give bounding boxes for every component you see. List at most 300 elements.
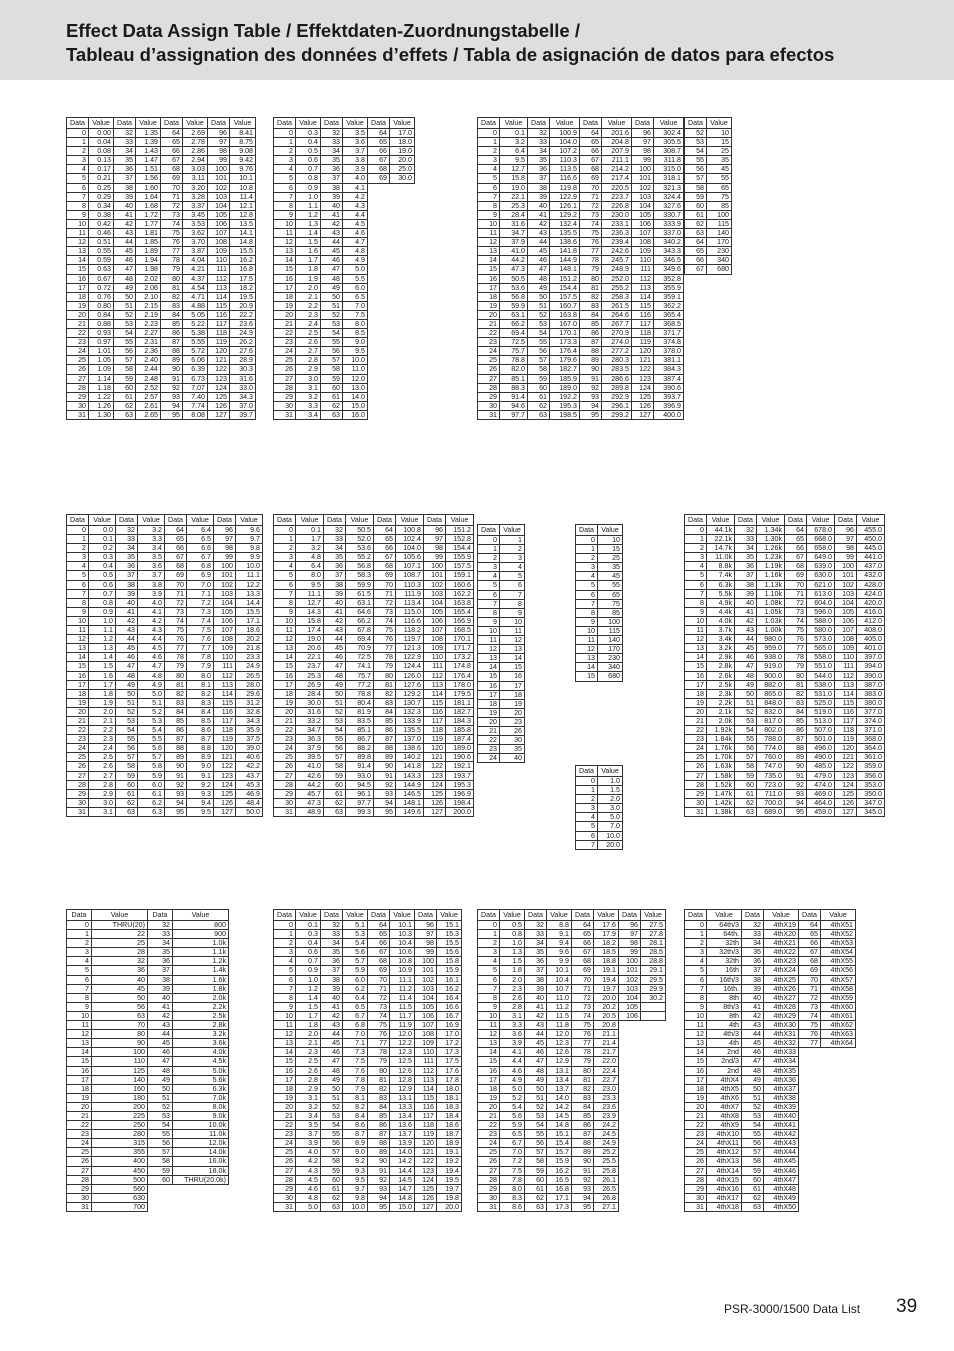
value-cell: 6.4 xyxy=(296,562,324,571)
data-cell: 36 xyxy=(742,957,764,966)
data-cell: 39 xyxy=(321,192,343,201)
value-cell: 195.3 xyxy=(550,401,580,410)
table-row xyxy=(67,753,263,762)
data-cell: 69 xyxy=(165,571,187,580)
data-cell: 8 xyxy=(274,598,296,607)
data-cell: 31 xyxy=(274,410,296,419)
data-cell: 6 xyxy=(67,580,89,589)
data-cell: 125 xyxy=(415,1184,437,1193)
data-cell: 42 xyxy=(742,1011,764,1020)
data-cell: 34 xyxy=(321,147,343,156)
value-cell: 179.5 xyxy=(446,689,474,698)
data-cell: 72 xyxy=(368,993,390,1002)
value-cell: 21.7 xyxy=(594,1048,619,1057)
value-cell: 4thX46 xyxy=(764,1166,799,1175)
value-cell: 25.0 xyxy=(390,165,415,174)
table-row xyxy=(685,653,885,662)
data-cell: 126 xyxy=(208,401,230,410)
column-header: Data xyxy=(478,525,500,536)
column-header: Value xyxy=(138,515,165,526)
data-cell: 61 xyxy=(324,789,346,798)
value-cell: 0.21 xyxy=(89,174,114,183)
table-row xyxy=(576,554,623,563)
data-cell: 108 xyxy=(424,635,446,644)
table-row xyxy=(67,1166,229,1175)
value-cell: 15.3 xyxy=(437,930,462,939)
data-cell: 92 xyxy=(165,780,187,789)
data-cell: 45 xyxy=(528,247,550,256)
value-cell: 176.4 xyxy=(550,347,580,356)
value-cell: 16th xyxy=(707,966,742,975)
value-cell xyxy=(390,192,415,201)
column-header: Value xyxy=(707,910,742,921)
value-cell: 182.7 xyxy=(550,365,580,374)
data-cell: 8 xyxy=(478,993,500,1002)
value-cell: 11.4 xyxy=(230,192,256,201)
data-cell: 30 xyxy=(274,401,296,410)
data-cell: 86 xyxy=(165,726,187,735)
value-cell: 0.4 xyxy=(89,562,116,571)
data-cell: 26 xyxy=(67,762,89,771)
data-cell: 27 xyxy=(685,1166,707,1175)
table-row xyxy=(478,283,684,292)
data-cell: 75 xyxy=(799,1021,821,1030)
value-cell: 4.04 xyxy=(183,256,208,265)
data-cell: 65 xyxy=(374,535,396,544)
data-cell: 75 xyxy=(785,626,807,635)
data-cell: 95 xyxy=(165,807,187,816)
value-cell: 65 xyxy=(598,590,623,599)
value-cell: 0.1 xyxy=(296,526,324,535)
data-cell: 43 xyxy=(742,1021,764,1030)
data-cell: 65 xyxy=(685,247,707,256)
data-cell: 34 xyxy=(735,544,757,553)
value-cell: 13.1 xyxy=(390,1093,415,1102)
value-cell: 919.0 xyxy=(757,662,785,671)
data-cell: 17 xyxy=(478,283,500,292)
data-cell: 9 xyxy=(274,210,296,219)
value-cell: 274.0 xyxy=(602,338,632,347)
table-row xyxy=(685,616,885,625)
data-cell: 61 xyxy=(742,1184,764,1193)
value-cell: 680 xyxy=(707,265,732,274)
table-row xyxy=(274,966,462,975)
value-cell: 8.8 xyxy=(187,744,214,753)
data-cell: 46 xyxy=(735,653,757,662)
value-cell: 42.2 xyxy=(236,762,263,771)
value-cell: 3.1 xyxy=(296,383,321,392)
data-cell: 1 xyxy=(274,930,296,939)
data-cell: 10 xyxy=(478,219,500,228)
data-cell: 55 xyxy=(321,338,343,347)
value-cell: 1.35 xyxy=(136,129,161,138)
data-cell: 9 xyxy=(67,1002,92,1011)
value-cell: 4.3 xyxy=(343,201,368,210)
value-cell: 2nd xyxy=(707,1066,742,1075)
data-cell: 11 xyxy=(478,229,500,238)
data-cell: 88 xyxy=(580,347,602,356)
value-cell: 59.9 xyxy=(346,580,374,589)
value-cell: 3.2 xyxy=(500,138,528,147)
value-cell xyxy=(641,1148,666,1157)
table-row xyxy=(685,807,885,816)
data-cell: 23 xyxy=(685,1130,707,1139)
value-cell: 4thX43 xyxy=(764,1139,799,1148)
table-row xyxy=(274,410,415,419)
value-cell: 30.3 xyxy=(230,365,256,374)
data-cell: 21 xyxy=(685,1111,707,1120)
value-cell: 2.8 xyxy=(296,356,321,365)
value-cell: 16.5 xyxy=(547,1175,572,1184)
data-cell: 31 xyxy=(685,807,707,816)
data-cell: 12 xyxy=(274,238,296,247)
data-cell: 91 xyxy=(785,771,807,780)
value-cell: 100 xyxy=(92,1048,148,1057)
data-cell: 35 xyxy=(735,553,757,562)
data-cell: 40 xyxy=(525,993,547,1002)
table-row xyxy=(685,598,885,607)
data-cell: 10 xyxy=(274,616,296,625)
value-cell: 31.2 xyxy=(236,698,263,707)
data-cell: 124 xyxy=(632,383,654,392)
value-cell: 45 xyxy=(92,984,148,993)
data-cell: 61 xyxy=(321,1184,343,1193)
table-row xyxy=(685,192,732,201)
data-cell: 114 xyxy=(424,689,446,698)
value-cell: 5.0 xyxy=(500,1084,525,1093)
value-cell: 132.4 xyxy=(550,219,580,228)
value-cell: 122.9 xyxy=(396,653,424,662)
data-cell: 112 xyxy=(214,671,236,680)
data-cell xyxy=(619,1048,641,1057)
value-cell: 27.1 xyxy=(594,1202,619,1211)
data-cell: 82 xyxy=(161,292,183,301)
value-cell: 0.88 xyxy=(89,319,114,328)
table-row xyxy=(685,930,856,939)
data-cell: 127 xyxy=(835,807,857,816)
data-cell: 53 xyxy=(148,1111,173,1120)
value-cell: 15.1 xyxy=(547,1130,572,1139)
data-cell: 108 xyxy=(415,1030,437,1039)
value-cell: 7.9 xyxy=(343,1084,368,1093)
value-cell: 4thX52 xyxy=(821,930,856,939)
data-cell: 10 xyxy=(685,616,707,625)
value-cell: 141.8 xyxy=(550,247,580,256)
value-cell: 32 xyxy=(92,957,148,966)
data-cell: 10 xyxy=(274,219,296,228)
value-cell: 25.3 xyxy=(296,671,324,680)
value-cell: 311.8 xyxy=(654,156,684,165)
data-cell: 107 xyxy=(415,1021,437,1030)
data-cell: 32 xyxy=(321,921,343,930)
value-cell: 5.7 xyxy=(138,753,165,762)
data-cell: 99 xyxy=(632,156,654,165)
table-row xyxy=(685,256,732,265)
data-cell: 65 xyxy=(368,930,390,939)
value-cell: 16.1 xyxy=(437,975,462,984)
data-cell: 116 xyxy=(214,707,236,716)
data-cell: 59 xyxy=(685,192,707,201)
table-row xyxy=(274,644,474,653)
data-cell: 124 xyxy=(208,383,230,392)
value-cell: 0.6 xyxy=(89,580,116,589)
value-cell: 165.4 xyxy=(446,607,474,616)
value-cell: 4.2 xyxy=(296,1157,321,1166)
data-cell: 12 xyxy=(478,645,500,654)
value-cell: 1.39 xyxy=(136,138,161,147)
data-cell: 70 xyxy=(799,975,821,984)
data-cell: 101 xyxy=(214,571,236,580)
data-cell: 38 xyxy=(321,183,343,192)
data-cell: 37 xyxy=(525,966,547,975)
value-cell: 3.9 xyxy=(138,589,165,598)
value-cell: 9.1 xyxy=(547,930,572,939)
value-cell: 848.0 xyxy=(757,698,785,707)
value-cell: 17.0 xyxy=(437,1030,462,1039)
value-cell: 230 xyxy=(598,654,623,663)
value-cell: 37.5 xyxy=(236,735,263,744)
value-cell: 24.5 xyxy=(594,1130,619,1139)
value-cell: 115 xyxy=(598,626,623,635)
value-cell: 91.4 xyxy=(500,392,528,401)
value-cell: 0.72 xyxy=(89,283,114,292)
value-cell xyxy=(390,319,415,328)
table-row xyxy=(67,401,256,410)
data-cell: 3 xyxy=(576,804,598,813)
value-cell: 2.44 xyxy=(136,365,161,374)
table-row xyxy=(274,921,462,930)
data-cell: 22 xyxy=(478,1121,500,1130)
table-row xyxy=(685,535,885,544)
value-cell: 21.4 xyxy=(594,1039,619,1048)
value-cell xyxy=(821,1084,856,1093)
data-cell: 43 xyxy=(321,1021,343,1030)
value-cell xyxy=(821,1157,856,1166)
table-row xyxy=(67,1193,229,1202)
data-cell: 11 xyxy=(685,1021,707,1030)
data-cell: 37 xyxy=(114,174,136,183)
data-cell: 14 xyxy=(576,663,598,672)
data-cell: 103 xyxy=(835,589,857,598)
data-cell: 20 xyxy=(685,707,707,716)
value-cell: 7.0 xyxy=(343,1030,368,1039)
data-cell: 15 xyxy=(67,662,89,671)
data-cell: 60 xyxy=(321,1175,343,1184)
data-cell: 26 xyxy=(274,762,296,771)
value-cell: 31.6 xyxy=(500,219,528,228)
value-cell: 85 xyxy=(707,201,732,210)
data-cell: 0 xyxy=(576,536,598,545)
table-row xyxy=(274,571,474,580)
value-cell: 1.4 xyxy=(89,653,116,662)
data-cell: 3 xyxy=(274,948,296,957)
value-cell: 220.5 xyxy=(602,183,632,192)
data-cell: 32 xyxy=(324,526,346,535)
data-cell: 83 xyxy=(572,1093,594,1102)
value-cell: 6.0 xyxy=(343,283,368,292)
table-row xyxy=(274,789,474,798)
data-cell xyxy=(368,274,390,283)
data-cell: 113 xyxy=(208,283,230,292)
data-cell: 70 xyxy=(374,580,396,589)
data-cell: 67 xyxy=(572,948,594,957)
value-cell: 110.3 xyxy=(396,580,424,589)
table-row xyxy=(685,553,885,562)
data-cell: 44 xyxy=(114,238,136,247)
value-cell: 1.38k xyxy=(707,807,735,816)
table-row xyxy=(576,590,623,599)
data-cell: 59 xyxy=(528,374,550,383)
value-cell xyxy=(390,210,415,219)
value-cell: 27.5 xyxy=(641,921,666,930)
value-cell: 8.0 xyxy=(187,671,214,680)
value-cell: 3.7 xyxy=(296,1130,321,1139)
data-cell: 20 xyxy=(274,1102,296,1111)
data-cell: 73 xyxy=(580,210,602,219)
value-cell: 2.86 xyxy=(183,147,208,156)
data-cell: 94 xyxy=(580,401,602,410)
data-cell xyxy=(368,219,390,228)
data-cell: 110 xyxy=(214,653,236,662)
data-cell: 4 xyxy=(478,572,500,581)
data-cell: 28 xyxy=(67,383,89,392)
data-cell: 27 xyxy=(274,374,296,383)
data-cell: 72 xyxy=(580,201,602,210)
data-cell: 96 xyxy=(214,526,236,535)
data-cell: 23 xyxy=(67,735,89,744)
data-cell: 15 xyxy=(478,672,500,681)
value-cell: 4.8 xyxy=(138,671,165,680)
value-cell: 28.4 xyxy=(500,210,528,219)
value-cell: 13.3 xyxy=(390,1102,415,1111)
data-cell: 29 xyxy=(67,1184,92,1193)
data-cell: 63 xyxy=(321,410,343,419)
table-row xyxy=(478,1121,666,1130)
value-cell: 11.7 xyxy=(390,1011,415,1020)
value-cell: 2.19 xyxy=(136,310,161,319)
data-cell: 39 xyxy=(735,589,757,598)
value-cell: 2.36 xyxy=(136,347,161,356)
column-header: Data xyxy=(478,118,500,129)
data-cell: 28 xyxy=(478,383,500,392)
value-cell: 170.1 xyxy=(550,329,580,338)
value-cell: 424.0 xyxy=(857,589,885,598)
value-cell: 4thX53 xyxy=(821,939,856,948)
value-cell: 15.0 xyxy=(343,401,368,410)
value-cell: 0.42 xyxy=(89,219,114,228)
value-cell: 4.9 xyxy=(343,256,368,265)
data-cell: 60 xyxy=(324,780,346,789)
column-header: Value xyxy=(602,118,632,129)
value-cell: 11.0k xyxy=(707,553,735,562)
data-cell: 111 xyxy=(415,1057,437,1066)
value-cell: 4.6 xyxy=(296,1184,321,1193)
data-cell: 14 xyxy=(478,663,500,672)
table-row xyxy=(478,1157,666,1166)
data-cell: 18 xyxy=(685,1084,707,1093)
data-cell: 18 xyxy=(274,292,296,301)
table-row xyxy=(478,536,525,545)
data-cell: 124 xyxy=(424,780,446,789)
data-cell xyxy=(619,1121,641,1130)
column-header: Data xyxy=(632,118,654,129)
value-cell: 2.7 xyxy=(89,771,116,780)
value-cell: 1.8 xyxy=(296,265,321,274)
data-cell: 80 xyxy=(374,671,396,680)
data-cell: 16 xyxy=(478,1066,500,1075)
data-cell: 50 xyxy=(116,689,138,698)
value-cell: 343.3 xyxy=(654,247,684,256)
data-cell: 76 xyxy=(374,635,396,644)
data-cell: 61 xyxy=(528,392,550,401)
value-cell: 4thX16 xyxy=(707,1184,742,1193)
value-cell xyxy=(641,1011,666,1020)
data-cell xyxy=(799,1148,821,1157)
table-row xyxy=(685,156,732,165)
value-cell xyxy=(173,1193,229,1202)
data-cell: 48 xyxy=(116,671,138,680)
table-row xyxy=(67,1030,229,1039)
data-cell: 16 xyxy=(685,1066,707,1075)
value-cell: 2.9k xyxy=(707,653,735,662)
column-header: Data xyxy=(368,910,390,921)
value-cell: 34.7 xyxy=(296,726,324,735)
data-cell: 127 xyxy=(424,807,446,816)
table-row xyxy=(478,229,684,238)
value-cell: 4thX5 xyxy=(707,1084,742,1093)
value-cell: 5.4 xyxy=(500,1102,525,1111)
data-cell: 5 xyxy=(274,966,296,975)
data-cell: 89 xyxy=(572,1148,594,1157)
data-cell: 13 xyxy=(67,247,89,256)
value-cell: 4 xyxy=(500,563,525,572)
table-row xyxy=(274,744,474,753)
table-row xyxy=(478,147,684,156)
data-cell: 45 xyxy=(735,644,757,653)
value-cell: 19.1 xyxy=(594,966,619,975)
data-cell: 1 xyxy=(274,535,296,544)
table-row xyxy=(274,939,462,948)
data-cell: 56 xyxy=(528,347,550,356)
value-cell: 25.2 xyxy=(594,1148,619,1157)
table-row xyxy=(685,1093,856,1102)
data-cell: 41 xyxy=(742,1002,764,1011)
value-cell: 23 xyxy=(500,717,525,726)
table-row xyxy=(274,975,462,984)
value-cell: 788.0 xyxy=(757,735,785,744)
data-cell xyxy=(368,256,390,265)
data-cell: 100 xyxy=(835,562,857,571)
value-cell: 333.9 xyxy=(654,219,684,228)
data-cell: 6 xyxy=(67,975,92,984)
value-cell: 4.4 xyxy=(138,635,165,644)
value-cell: 377.0 xyxy=(857,707,885,716)
table-row xyxy=(478,156,684,165)
data-cell xyxy=(799,1184,821,1193)
data-cell: 14 xyxy=(67,653,89,662)
data-cell: 65 xyxy=(161,138,183,147)
table-row xyxy=(274,329,415,338)
data-cell: 59 xyxy=(525,1166,547,1175)
value-cell: 4thX24 xyxy=(764,966,799,975)
value-cell: 6.8 xyxy=(187,562,214,571)
value-cell: 15.6 xyxy=(437,948,462,957)
value-cell: 144.9 xyxy=(396,780,424,789)
table-row xyxy=(274,374,415,383)
table-row xyxy=(478,1175,666,1184)
column-header: Data xyxy=(274,515,296,526)
value-cell: 7.0k xyxy=(173,1093,229,1102)
